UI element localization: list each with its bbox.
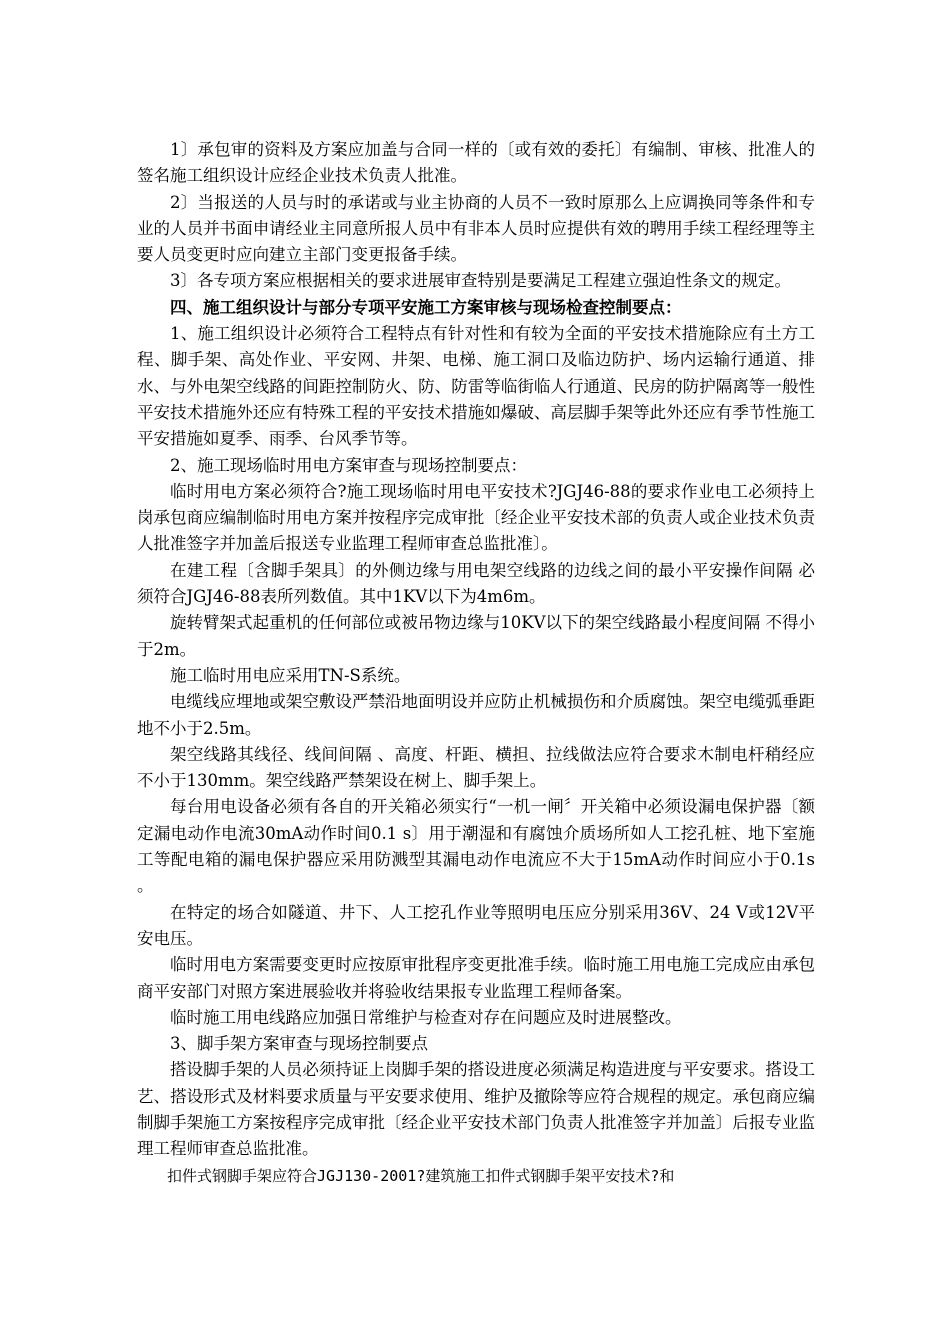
paragraph-fastener-scaffold: 扣件式钢脚手架应符合JGJ130-2001?建筑施工扣件式钢脚手架平安技术?和 xyxy=(167,1166,675,1185)
paragraph-1: 1〕承包审的资料及方案应加盖与合同一样的〔或有效的委托〕有编制、审核、批准人的签名施工组织设计应经企业技术负责人批准。 xyxy=(137,140,815,186)
paragraph-3: 3〕各专项方案应根据相关的要求进展审查特别是要满足工程建立强迫性条文的规定。 xyxy=(170,271,791,291)
paragraph-crane-distance: 旋转臂架式起重机的任何部位或被吊物边缘与10KV以下的架空线路最小程度间隔 不得小于2m。 xyxy=(137,613,815,659)
subheading-scaffolding: 3、脚手架方案审查与现场控制要点 xyxy=(170,1034,428,1054)
subheading-temporary-power: 2、施工现场临时用电方案审查与现场控制要点： xyxy=(170,455,527,475)
paragraph-overhead-lines: 架空线路其线径、线间间隔 、高度、杆距、横担、拉线做法应符合要求木制电杆稍经应不小于130mm。架空线路严禁架设在树上、脚手架上。 xyxy=(137,744,815,791)
section-heading-4: 四、施工组织设计与部分专项平安施工方案审核与现场检查控制要点： xyxy=(170,297,682,317)
paragraph-construction-design: 1、施工组织设计必须符合工程特点有针对性和有较为全面的平安技术措施除应有土方工程、脚手架、高处作业、平安网、井架、电梯、施工洞口及临边防护、场内运输行通道、排水、与外电架空线路的间距控制防火、防、防雷等临街临人行通道、民房的防护隔离等一般性平安技术措施外还应有特殊工程的平安技术措施如爆破、高层脚手架等此外还应有季节性施工平安措施如夏季、雨季、台风季节等。 xyxy=(137,324,815,449)
paragraph-scaffold-erection: 搭设脚手架的人员必须持证上岗脚手架的搭设进度必须满足构造进度与平安要求。搭设工艺、搭设形式及材料要求质量与平安要求使用、维护及撤除等应符合规程的规定。承包商应编制脚手架施工方案按程序完成审批〔经企业平安技术部门负责人批准签字并加盖〕后报专业监理工程师审查总监批准。 xyxy=(137,1060,815,1159)
paragraph-safe-voltage: 在特定的场合如隧道、井下、人工挖孔作业等照明电压应分别采用36V、24 V或12V平安电压。 xyxy=(137,902,815,948)
paragraph-cable-laying: 电缆线应埋地或架空敷设严禁沿地面明设并应防止机械损伤和介质腐蚀。架空电缆弧垂距地不小于2.5m。 xyxy=(137,692,815,738)
paragraph-tns-system: 施工临时用电应采用TN-S系统。 xyxy=(170,665,411,685)
paragraph-switch-box: 每台用电设备必须有各自的开关箱必须实行“一机一闸〞开关箱中必须设漏电保护器〔额定漏电动作电流30mA动作时间0.1 s〕用于潮湿和有腐蚀介质场所如人工挖孔桩、地下室施工等配电箱的漏电保护器应采用防溅型其漏电动作电流应不大于15mA动作时间应小于0.1s 。 xyxy=(137,797,815,896)
paragraph-plan-change: 临时用电方案需要变更时应按原审批程序变更批准手续。临时施工用电施工完成应由承包商平安部门对照方案进展验收并将验收结果报专业监理工程师备案。 xyxy=(137,955,815,1001)
document-body xyxy=(137,137,815,1189)
paragraph-maintenance: 临时施工用电线路应加强日常维护与检查对存在问题应及时进展整改。 xyxy=(170,1007,682,1027)
paragraph-safe-distance: 在建工程〔含脚手架具〕的外侧边缘与用电架空线路的边线之间的最小平安操作间隔 必须符合JGJ46-88表所列数值。其中1KV以下为4m6m。 xyxy=(137,560,815,607)
paragraph-power-plan: 临时用电方案必须符合?施工现场临时用电平安技术?JGJ46-88的要求作业电工必须持上岗承包商应编制临时用电方案并按程序完成审批〔经企业平安技术部的负责人或企业技术负责人批准签字并加盖后报送专业监理工程师审查总监批准〕。 xyxy=(137,481,815,554)
paragraph-2: 2〕当报送的人员与时的承诺或与业主协商的人员不一致时原那么上应调换同等条件和专业的人员并书面申请经业主同意所报人员中有非本人员时应提供有效的聘用手续工程经理等主要人员变更时应向建立主部门变更报备手续。 xyxy=(137,192,815,265)
